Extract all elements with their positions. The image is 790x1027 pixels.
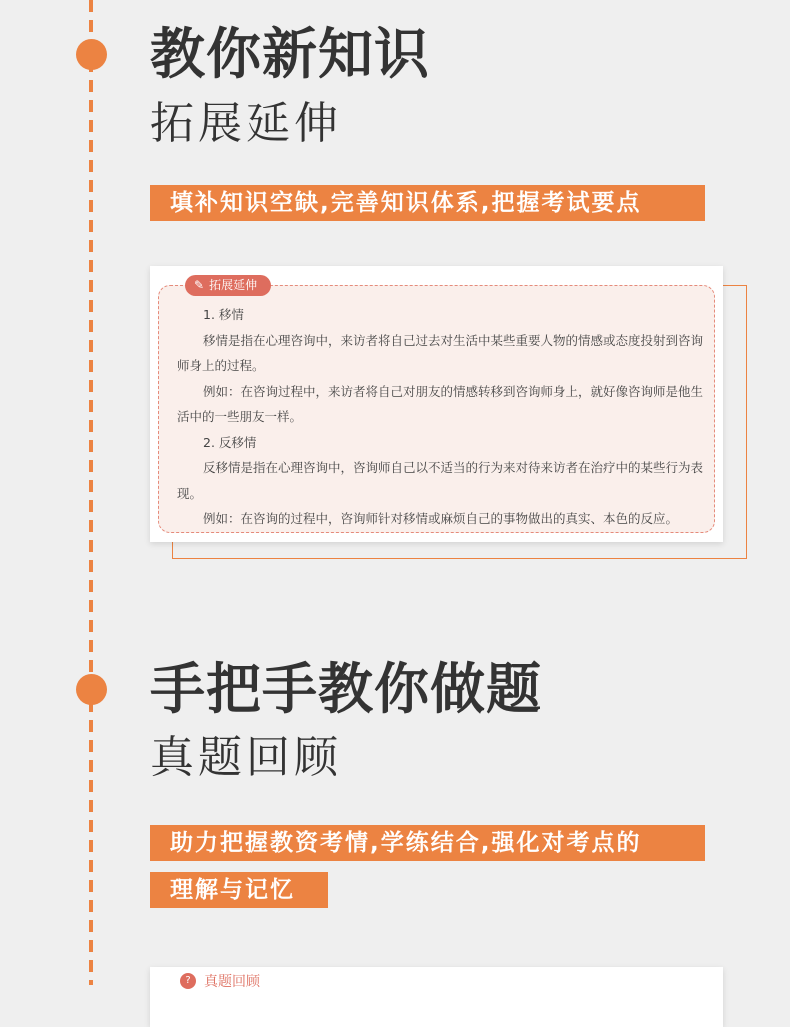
section2-banner-line2: 理解与记忆 xyxy=(150,872,328,908)
card1-para-4: 2. 反移情 xyxy=(203,434,257,450)
card1-para-3: 例如：在咨询过程中，来访者将自己对朋友的情感转移到咨询师身上，就好像咨询师是他生活中的一些朋友一样。 xyxy=(177,383,704,424)
timeline-dashed-line xyxy=(89,0,93,985)
card2-tag-label: 真题回顾 xyxy=(204,974,260,990)
timeline-dot-1 xyxy=(76,39,107,70)
card1-para-2: 移情是指在心理咨询中，来访者将自己过去对生活中某些重要人物的情感或态度投射到咨询师身上的过程。 xyxy=(177,332,704,373)
question-circle-icon: ? xyxy=(180,973,196,989)
card-extension xyxy=(150,266,723,542)
card1-body xyxy=(177,302,707,532)
card1-tag xyxy=(185,275,271,296)
section2-banner-line1: 助力把握教资考情,学练结合,强化对考点的 xyxy=(150,825,705,861)
pencil-hand-icon: ✎ xyxy=(194,278,205,292)
card2-tag xyxy=(180,971,260,991)
section1-banner: 填补知识空缺,完善知识体系,把握考试要点 xyxy=(150,185,705,221)
card1-para-5: 反移情是指在心理咨询中，咨询师自己以不适当的行为来对待来访者在治疗中的某些行为表现。 xyxy=(177,460,704,501)
section2-subtitle: 真题回顾 xyxy=(150,732,342,783)
card1-tag-label: 拓展延伸 xyxy=(209,278,258,292)
section1-title: 教你新知识 xyxy=(150,22,431,86)
section2-title: 手把手教你做题 xyxy=(150,657,543,721)
timeline-dot-2 xyxy=(76,674,107,705)
card-exam-review xyxy=(150,967,723,1027)
card1-para-1: 1. 移情 xyxy=(203,307,244,322)
section1-subtitle: 拓展延伸 xyxy=(150,98,342,149)
card1-para-6: 例如：在咨询的过程中，咨询师针对移情或麻烦自己的事物做出的真实、本色的反应。 xyxy=(203,511,679,526)
